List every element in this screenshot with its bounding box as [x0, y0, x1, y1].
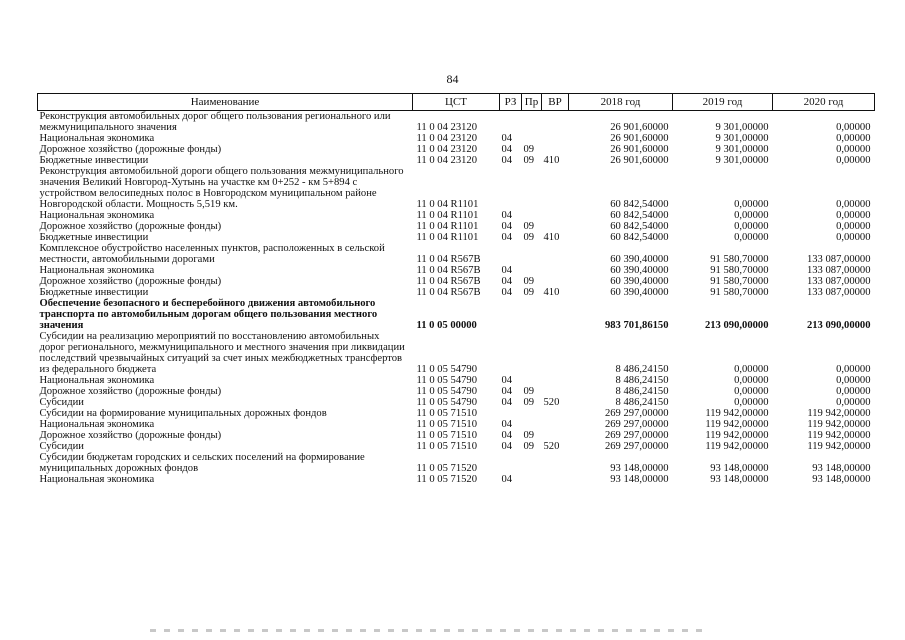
table-header-row — [38, 94, 875, 111]
cell-vr — [542, 111, 569, 134]
cell-vr — [542, 331, 569, 375]
cell-name: Субсидии — [39, 397, 84, 408]
cell-2018: 26 901,60000 — [610, 155, 669, 166]
cell-2018: 269 297,00000 — [604, 408, 669, 419]
cell-rz — [500, 408, 522, 419]
cell-rz: 04 — [501, 441, 513, 452]
cell-2019: 0,00000 — [734, 386, 769, 397]
cell-2018: 8 486,24150 — [615, 397, 669, 408]
cell-vr — [542, 243, 569, 265]
cell-rz: 04 — [501, 144, 513, 155]
cell-pr: 09 — [523, 441, 535, 452]
table-row — [38, 386, 875, 397]
cell-2019: 119 942,00000 — [705, 430, 769, 441]
cell-2019: 213 090,00000 — [704, 320, 769, 331]
cell-2020: 0,00000 — [836, 133, 871, 144]
cell-2019: 0,00000 — [734, 375, 769, 386]
cell-2019: 119 942,00000 — [705, 441, 769, 452]
cell-2020: 119 942,00000 — [807, 441, 871, 452]
cell-2019: 0,00000 — [734, 397, 769, 408]
cell-vr — [542, 166, 569, 210]
cell-2018: 8 486,24150 — [615, 364, 669, 375]
cell-cst: 11 0 05 71510 — [416, 441, 478, 452]
cell-pr: 09 — [523, 144, 535, 155]
cell-2018: 60 390,40000 — [610, 265, 669, 276]
cell-cst: 11 0 04 R1101 — [416, 221, 479, 232]
cell-cst: 11 0 05 00000 — [416, 320, 477, 331]
cell-cst: 11 0 04 R1101 — [416, 210, 479, 221]
cell-cst: 11 0 05 54790 — [416, 386, 478, 397]
cell-rz — [500, 166, 522, 210]
cell-cst: 11 0 05 71510 — [416, 419, 478, 430]
table-row — [38, 221, 875, 232]
cell-cst: 11 0 04 23120 — [416, 133, 478, 144]
cell-pr — [522, 331, 542, 375]
cell-rz — [500, 452, 522, 474]
cell-2018: 60 842,54000 — [610, 199, 669, 210]
cell-2020: 213 090,00000 — [806, 320, 871, 331]
cell-vr — [542, 133, 569, 144]
cell-vr — [542, 298, 569, 331]
cell-2020: 0,00000 — [836, 364, 871, 375]
cell-2018: 269 297,00000 — [604, 441, 669, 452]
header-pr: Пр — [522, 94, 542, 111]
cell-cst: 11 0 05 54790 — [416, 375, 478, 386]
cell-vr: 520 — [543, 397, 560, 408]
cell-name: Дорожное хозяйство (дорожные фонды) — [39, 144, 222, 155]
cell-pr: 09 — [523, 155, 535, 166]
cell-pr — [522, 419, 542, 430]
cell-pr — [522, 474, 542, 485]
cell-rz — [500, 111, 522, 134]
table-row — [38, 430, 875, 441]
cell-2019: 0,00000 — [734, 221, 769, 232]
header-2019: 2019 год — [673, 94, 773, 111]
cell-2020: 133 087,00000 — [806, 276, 871, 287]
cell-2020: 0,00000 — [836, 375, 871, 386]
cell-2020: 0,00000 — [836, 144, 871, 155]
cell-pr: 09 — [523, 276, 535, 287]
cell-cst: 11 0 04 R567B — [416, 254, 481, 265]
table-row — [38, 298, 875, 331]
table-body — [38, 111, 875, 486]
cell-rz: 04 — [501, 155, 513, 166]
cell-pr — [522, 408, 542, 419]
cell-2020: 133 087,00000 — [806, 287, 871, 298]
cell-rz: 04 — [501, 210, 513, 221]
header-vr: ВР — [542, 94, 569, 111]
cell-2018: 93 148,00000 — [610, 474, 669, 485]
cell-name: Субсидии — [39, 441, 84, 452]
cell-pr — [522, 298, 542, 331]
cell-2018: 269 297,00000 — [604, 419, 669, 430]
table-row — [38, 441, 875, 452]
cell-vr — [542, 474, 569, 485]
cell-name: Субсидии на реализацию мероприятий по восстановлению автомобильных дорог регионального, межмуниципального и местного значения при ликвидации последствий чрезвычайных ситуаций за счет иных межбюджетных трансфертов из федерального бюджета — [39, 331, 405, 375]
cell-name: Дорожное хозяйство (дорожные фонды) — [39, 221, 222, 232]
cell-name: Комплексное обустройство населенных пунктов, расположенных в сельской местности, автомобильными дорогами — [39, 243, 385, 265]
cell-pr — [522, 265, 542, 276]
table-row — [38, 276, 875, 287]
cell-pr: 09 — [523, 430, 535, 441]
cell-cst: 11 0 05 54790 — [416, 397, 478, 408]
cell-2018: 8 486,24150 — [615, 386, 669, 397]
cell-vr — [542, 221, 569, 232]
cell-2020: 119 942,00000 — [807, 408, 871, 419]
cell-name: Обеспечение безопасного и бесперебойного движения автомобильного транспорта по автомобильным дорогам общего пользования местного значения — [39, 298, 378, 331]
cell-vr — [542, 144, 569, 155]
cell-name: Национальная экономика — [39, 265, 155, 276]
cell-cst: 11 0 04 R567B — [416, 265, 481, 276]
cell-rz: 04 — [501, 430, 513, 441]
cell-name: Национальная экономика — [39, 133, 155, 144]
cell-vr: 520 — [543, 441, 560, 452]
cell-name: Субсидии бюджетам городских и сельских поселений на формирование муниципальных дорожных фондов — [39, 452, 365, 474]
table-row — [38, 331, 875, 375]
cell-2019: 9 301,00000 — [715, 155, 769, 166]
cell-2020: 0,00000 — [836, 155, 871, 166]
header-name: Наименование — [38, 94, 413, 111]
cell-2019: 9 301,00000 — [715, 122, 769, 133]
cell-rz — [500, 298, 522, 331]
cell-2020: 0,00000 — [836, 232, 871, 243]
table-row — [38, 452, 875, 474]
cell-2018: 93 148,00000 — [610, 463, 669, 474]
cell-2020: 93 148,00000 — [812, 463, 871, 474]
cell-2020: 0,00000 — [836, 221, 871, 232]
table-row — [38, 111, 875, 134]
cell-rz: 04 — [501, 397, 513, 408]
cell-rz — [500, 331, 522, 375]
cell-vr: 410 — [543, 287, 560, 298]
cell-cst: 11 0 04 23120 — [416, 144, 478, 155]
cell-vr — [542, 452, 569, 474]
cell-cst: 11 0 04 R567B — [416, 276, 481, 287]
cell-vr: 410 — [543, 155, 560, 166]
cell-2019: 91 580,70000 — [710, 254, 769, 265]
cell-name: Национальная экономика — [39, 419, 155, 430]
scan-artifact-line — [150, 629, 710, 632]
table-row — [38, 375, 875, 386]
table-row — [38, 419, 875, 430]
cell-vr — [542, 210, 569, 221]
cell-vr — [542, 430, 569, 441]
cell-2018: 983 701,86150 — [604, 320, 669, 331]
cell-name: Дорожное хозяйство (дорожные фонды) — [39, 386, 222, 397]
cell-2019: 93 148,00000 — [710, 463, 769, 474]
cell-2020: 119 942,00000 — [807, 419, 871, 430]
cell-2018: 60 390,40000 — [610, 254, 669, 265]
cell-rz: 04 — [501, 265, 513, 276]
table-row — [38, 397, 875, 408]
cell-2018: 60 842,54000 — [610, 210, 669, 221]
cell-2020: 0,00000 — [836, 386, 871, 397]
cell-cst: 11 0 04 R567B — [416, 287, 481, 298]
cell-cst: 11 0 05 54790 — [416, 364, 478, 375]
cell-rz: 04 — [501, 133, 513, 144]
cell-2019: 93 148,00000 — [710, 474, 769, 485]
cell-pr — [522, 452, 542, 474]
table-row — [38, 243, 875, 265]
cell-rz — [500, 243, 522, 265]
cell-2020: 133 087,00000 — [806, 254, 871, 265]
cell-name: Бюджетные инвестиции — [39, 232, 149, 243]
cell-2020: 0,00000 — [836, 210, 871, 221]
cell-name: Дорожное хозяйство (дорожные фонды) — [39, 276, 222, 287]
cell-2018: 26 901,60000 — [610, 133, 669, 144]
cell-vr — [542, 375, 569, 386]
cell-2018: 60 842,54000 — [610, 232, 669, 243]
header-2018: 2018 год — [569, 94, 673, 111]
cell-pr: 09 — [523, 397, 535, 408]
cell-2019: 119 942,00000 — [705, 408, 769, 419]
cell-vr — [542, 265, 569, 276]
cell-rz: 04 — [501, 386, 513, 397]
cell-2019: 91 580,70000 — [710, 287, 769, 298]
cell-2018: 60 390,40000 — [610, 287, 669, 298]
cell-2018: 60 390,40000 — [610, 276, 669, 287]
cell-rz: 04 — [501, 221, 513, 232]
cell-name: Дорожное хозяйство (дорожные фонды) — [39, 430, 222, 441]
cell-vr — [542, 386, 569, 397]
cell-rz: 04 — [501, 375, 513, 386]
cell-cst: 11 0 05 71510 — [416, 408, 478, 419]
cell-2019: 0,00000 — [734, 232, 769, 243]
cell-cst: 11 0 04 R1101 — [416, 199, 479, 210]
cell-rz: 04 — [501, 474, 513, 485]
cell-2019: 91 580,70000 — [710, 265, 769, 276]
cell-pr — [522, 133, 542, 144]
cell-pr — [522, 243, 542, 265]
cell-name: Бюджетные инвестиции — [39, 287, 149, 298]
cell-2019: 0,00000 — [734, 364, 769, 375]
cell-pr — [522, 166, 542, 210]
header-rz: РЗ — [500, 94, 522, 111]
table-row — [38, 287, 875, 298]
cell-2018: 8 486,24150 — [615, 375, 669, 386]
cell-cst: 11 0 05 71520 — [416, 463, 478, 474]
cell-2018: 26 901,60000 — [610, 144, 669, 155]
cell-cst: 11 0 04 R1101 — [416, 232, 479, 243]
table-row — [38, 166, 875, 210]
cell-vr — [542, 276, 569, 287]
cell-name: Бюджетные инвестиции — [39, 155, 149, 166]
cell-2019: 9 301,00000 — [715, 144, 769, 155]
cell-name: Национальная экономика — [39, 210, 155, 221]
cell-2020: 0,00000 — [836, 397, 871, 408]
cell-2020: 0,00000 — [836, 122, 871, 133]
header-2020: 2020 год — [773, 94, 875, 111]
table-row — [38, 210, 875, 221]
cell-rz: 04 — [501, 232, 513, 243]
cell-2020: 93 148,00000 — [812, 474, 871, 485]
cell-name: Национальная экономика — [39, 375, 155, 386]
cell-vr: 410 — [543, 232, 560, 243]
table-row — [38, 408, 875, 419]
cell-pr: 09 — [523, 287, 535, 298]
cell-2018: 26 901,60000 — [610, 122, 669, 133]
cell-pr — [522, 111, 542, 134]
cell-name: Субсидии на формирование муниципальных дорожных фондов — [39, 408, 327, 419]
cell-2018: 60 842,54000 — [610, 221, 669, 232]
table-row — [38, 265, 875, 276]
cell-name: Реконструкция автомобильной дороги общего пользования межмуниципального значения Великий Новгород-Хутынь на участке км 0+252 - км 5+894 с устройством велосипедных полос в Новгородском муниципальном районе Новгородской области. Мощность 5,519 км. — [39, 166, 404, 210]
table-row — [38, 474, 875, 485]
cell-2019: 91 580,70000 — [710, 276, 769, 287]
budget-table — [37, 93, 875, 485]
table-row — [38, 133, 875, 144]
cell-2020: 133 087,00000 — [806, 265, 871, 276]
cell-rz: 04 — [501, 419, 513, 430]
cell-pr — [522, 375, 542, 386]
table-row — [38, 144, 875, 155]
cell-2019: 0,00000 — [734, 199, 769, 210]
cell-2019: 9 301,00000 — [715, 133, 769, 144]
cell-vr — [542, 419, 569, 430]
cell-vr — [542, 408, 569, 419]
cell-2020: 0,00000 — [836, 199, 871, 210]
cell-pr: 09 — [523, 386, 535, 397]
cell-pr: 09 — [523, 221, 535, 232]
cell-cst: 11 0 04 23120 — [416, 122, 478, 133]
cell-pr: 09 — [523, 232, 535, 243]
cell-rz: 04 — [501, 287, 513, 298]
cell-pr — [522, 210, 542, 221]
cell-2018: 269 297,00000 — [604, 430, 669, 441]
cell-name: Реконструкция автомобильных дорог общего пользования регионального или межмуниципального значения — [39, 111, 391, 133]
cell-2019: 0,00000 — [734, 210, 769, 221]
cell-cst: 11 0 05 71510 — [416, 430, 478, 441]
page-number: 84 — [446, 72, 459, 86]
cell-2019: 119 942,00000 — [705, 419, 769, 430]
cell-cst: 11 0 04 23120 — [416, 155, 478, 166]
header-cst: ЦСТ — [413, 94, 500, 111]
table-row — [38, 232, 875, 243]
cell-2020: 119 942,00000 — [807, 430, 871, 441]
table-row — [38, 155, 875, 166]
cell-name: Национальная экономика — [39, 474, 155, 485]
cell-rz: 04 — [501, 276, 513, 287]
cell-cst: 11 0 05 71520 — [416, 474, 478, 485]
